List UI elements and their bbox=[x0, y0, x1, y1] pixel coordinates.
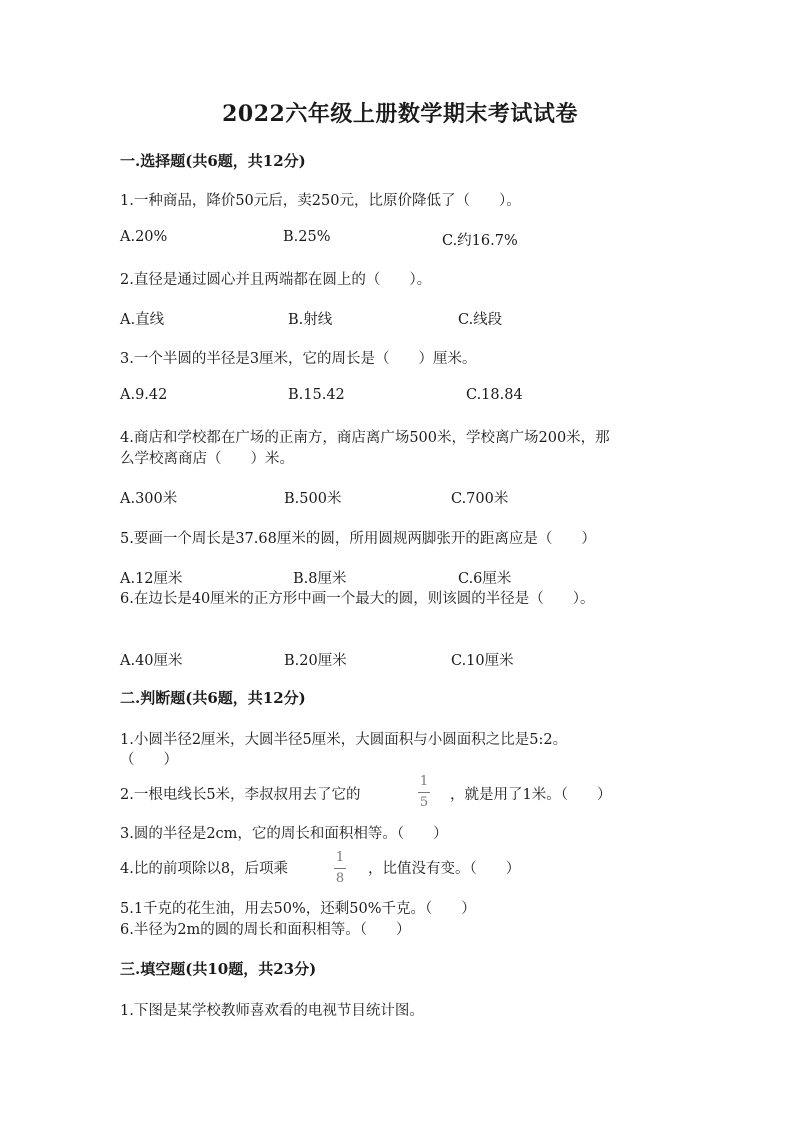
tf-question-3: 3.圆的半径是2cm，它的周长和面积相等。（ ） bbox=[120, 826, 448, 842]
fill-question-1: 1.下图是某学校教师喜欢看的电视节目统计图。 bbox=[120, 1003, 424, 1019]
question-2-option-a: A.直线 bbox=[120, 312, 165, 328]
question-4-stem-line-1: 4.商店和学校都在广场的正南方，商店离广场500米，学校离广场200米，那 bbox=[120, 430, 610, 446]
question-4-option-c: C.700米 bbox=[451, 491, 509, 507]
question-6-option-b: B.20厘米 bbox=[284, 653, 347, 669]
question-4-stem-line-2: 么学校离商店（ ）米。 bbox=[120, 451, 294, 467]
question-1-stem: 1.一种商品，降价50元后，卖250元，比原价降低了（ ）。 bbox=[120, 193, 521, 209]
tf-question-1-line-1: 1.小圆半径2厘米，大圆半径5厘米，大圆面积与小圆面积之比是5:2。 bbox=[120, 732, 568, 748]
question-2-option-b: B.射线 bbox=[288, 312, 333, 328]
question-3-option-a: A.9.42 bbox=[120, 387, 168, 403]
question-2-stem: 2.直径是通过圆心并且两端都在圆上的（ ）。 bbox=[120, 272, 432, 288]
fraction-bar bbox=[334, 868, 346, 869]
question-1-option-b: B.25% bbox=[283, 229, 331, 245]
question-3-stem: 3.一个半圆的半径是3厘米，它的周长是（ ）厘米。 bbox=[120, 351, 477, 367]
question-3-option-b: B.15.42 bbox=[288, 387, 345, 403]
question-4-option-b: B.500米 bbox=[284, 491, 342, 507]
question-6-option-c: C.10厘米 bbox=[451, 653, 514, 669]
question-6-option-a: A.40厘米 bbox=[120, 653, 183, 669]
question-6-stem: 6.在边长是40厘米的正方形中画一个最大的圆，则该圆的半径是（ ）。 bbox=[120, 591, 595, 607]
tf-question-1-line-2: （ ） bbox=[120, 752, 178, 768]
question-1-option-c: C.约16.7% bbox=[442, 233, 518, 249]
tf-question-4-text-before: 4.比的前项除以8，后项乘 bbox=[120, 861, 289, 877]
page-title: 2022六年级上册数学期末考试试卷 bbox=[222, 101, 578, 127]
fraction-one-eighth bbox=[330, 851, 350, 886]
question-5-option-b: B.8厘米 bbox=[293, 571, 347, 587]
fraction-numerator: 1 bbox=[335, 850, 345, 865]
question-5-option-c: C.6厘米 bbox=[458, 571, 512, 587]
question-1-option-a: A.20% bbox=[120, 229, 168, 245]
section-heading-true-false: 二.判断题(共6题，共12分) bbox=[120, 689, 306, 707]
fraction-denominator: 8 bbox=[335, 871, 345, 886]
question-4-option-a: A.300米 bbox=[120, 491, 178, 507]
question-5-option-a: A.12厘米 bbox=[120, 571, 183, 587]
question-5-stem: 5.要画一个周长是37.68厘米的圆，所用圆规两脚张开的距离应是（ ） bbox=[120, 531, 596, 547]
section-heading-multiple-choice: 一.选择题(共6题，共12分) bbox=[120, 152, 306, 170]
question-3-option-c: C.18.84 bbox=[466, 387, 523, 403]
section-heading-fill-in-blank: 三.填空题(共10题，共23分) bbox=[120, 960, 317, 978]
fraction-denominator: 5 bbox=[419, 795, 429, 810]
tf-question-2-text-before: 2.一根电线长5米，李叔叔用去了它的 bbox=[120, 787, 361, 803]
fraction-one-fifth bbox=[414, 775, 434, 810]
tf-question-4-text-after: ，比值没有变。（ ） bbox=[368, 861, 521, 877]
fraction-numerator: 1 bbox=[419, 774, 429, 789]
tf-question-5: 5.1千克的花生油，用去50%，还剩50%千克。（ ） bbox=[120, 901, 476, 917]
question-2-option-c: C.线段 bbox=[458, 312, 503, 328]
tf-question-6: 6.半径为2m的圆的周长和面积相等。（ ） bbox=[120, 922, 411, 938]
tf-question-2-text-after: ，就是用了1米。（ ） bbox=[450, 787, 612, 803]
fraction-bar bbox=[418, 792, 430, 793]
